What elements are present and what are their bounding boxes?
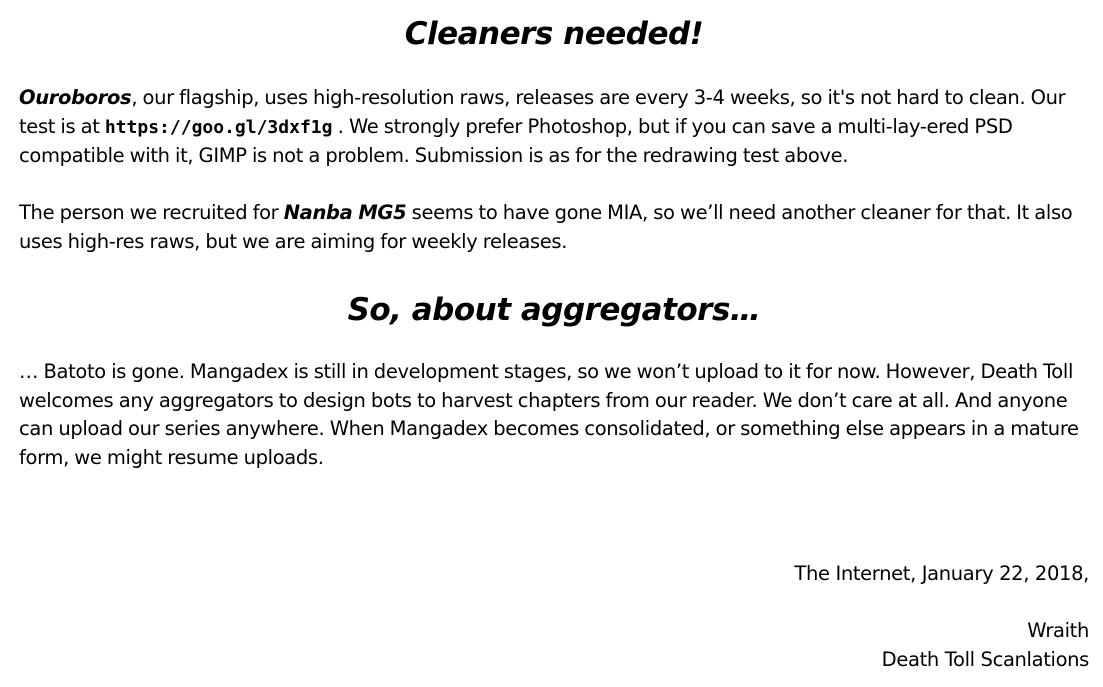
- paragraph-text: The person we recruited for: [19, 201, 284, 224]
- paragraph-text: seems to have gone MIA, so we’ll need another cleaner for that. It also uses high-res raws, but we are aiming for weekly releases.: [19, 201, 1073, 253]
- test-link[interactable]: https://goo.gl/3dxf1g: [104, 116, 333, 138]
- series-name-ouroboros: Ouroboros: [19, 86, 132, 109]
- heading-cleaners-needed: Cleaners needed!: [404, 16, 704, 52]
- signature-date: The Internet, January 22, 2018,: [794, 562, 1089, 585]
- heading-aggregators: So, about aggregators…: [347, 292, 761, 328]
- signature-group: Death Toll Scanlations: [881, 648, 1089, 671]
- signature-name: Wraith: [1027, 619, 1089, 642]
- paragraph-text: , our flagship, uses high-resolution raws, releases are every 3-4 weeks, so it's not hard to clean. Our test is at: [19, 86, 1066, 138]
- paragraph-nanba: [19, 199, 1089, 256]
- series-name-nanba: Nanba MG5: [283, 201, 407, 224]
- paragraph-aggregators: … Batoto is gone. Mangadex is still in development stages, so we won’t upload to it for now. However, Death Toll welcomes any aggregators to design bots to harvest chapters from our reader. We don’t care at all. And anyone can upload our series anywhere. When Mangadex becomes consolidated, or something else appears in a mature form, we might resume uploads.: [19, 360, 1079, 470]
- paragraph-ouroboros: [19, 84, 1089, 171]
- paragraph-text: . We strongly prefer Photoshop, but if you can save a multi-lay-ered PSD compatible with it, GIMP is not a problem. Submission is as for the redrawing test above.: [19, 114, 1013, 168]
